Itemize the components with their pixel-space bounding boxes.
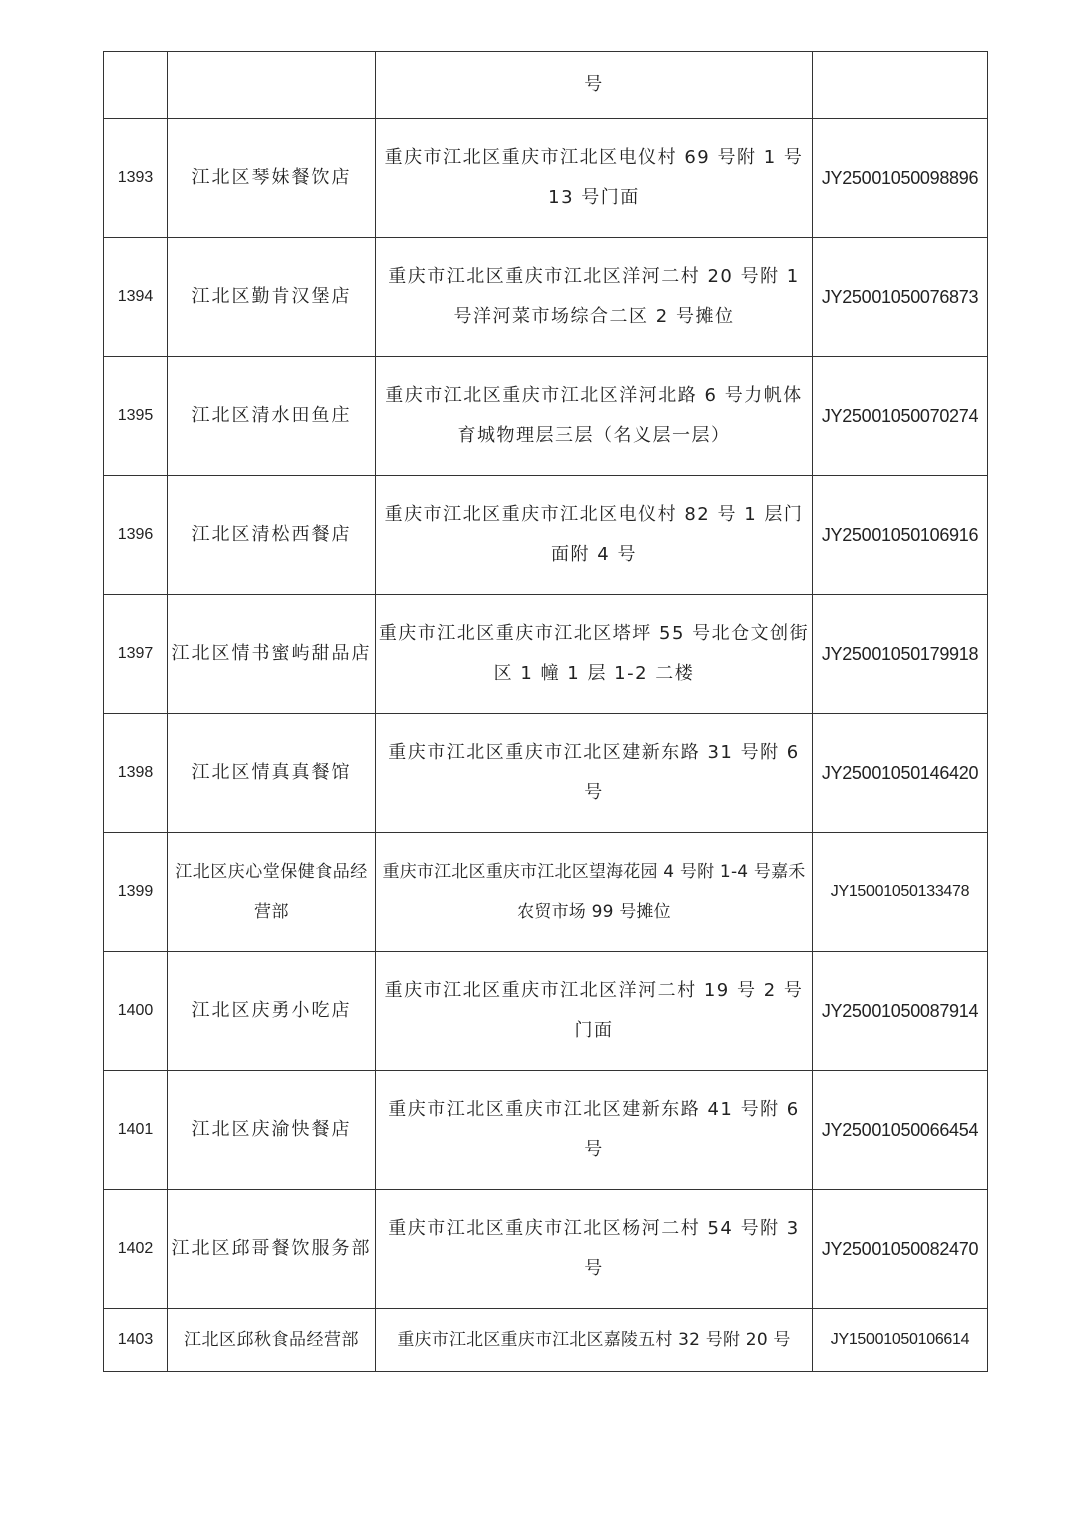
serial-cell: 1399 [104,833,168,952]
address-cell: 重庆市江北区重庆市江北区洋河北路 6 号力帆体育城物理层三层（名义层一层） [376,357,813,476]
table-row [104,238,988,357]
table-row [104,833,988,952]
table-row [104,476,988,595]
business-license-table [103,51,988,1372]
table-row-continued [104,52,988,119]
table-row [104,1190,988,1309]
license-cell [813,52,988,119]
serial-cell [104,52,168,119]
license-cell: JY15001050106614 [813,1309,988,1372]
license-cell: JY25001050179918 [813,595,988,714]
serial-cell: 1402 [104,1190,168,1309]
address-cell: 重庆市江北区重庆市江北区洋河二村 19 号 2 号门面 [376,952,813,1071]
name-cell: 江北区邱哥餐饮服务部 [168,1190,376,1309]
name-cell: 江北区庆勇小吃店 [168,952,376,1071]
serial-cell: 1396 [104,476,168,595]
serial-cell: 1398 [104,714,168,833]
address-cell: 重庆市江北区重庆市江北区望海花园 4 号附 1-4 号嘉禾农贸市场 99 号摊位 [376,833,813,952]
name-cell: 江北区勤肯汉堡店 [168,238,376,357]
address-cell: 重庆市江北区重庆市江北区电仪村 82 号 1 层门面附 4 号 [376,476,813,595]
address-cell: 重庆市江北区重庆市江北区建新东路 41 号附 6 号 [376,1071,813,1190]
table-row [104,1309,988,1372]
table-row [104,714,988,833]
address-cell: 重庆市江北区重庆市江北区嘉陵五村 32 号附 20 号 [376,1309,813,1372]
serial-cell: 1403 [104,1309,168,1372]
table-row [104,595,988,714]
license-cell: JY25001050098896 [813,119,988,238]
name-cell [168,52,376,119]
name-cell: 江北区庆渝快餐店 [168,1071,376,1190]
license-cell: JY25001050070274 [813,357,988,476]
name-cell: 江北区情真真餐馆 [168,714,376,833]
license-cell: JY25001050146420 [813,714,988,833]
serial-cell: 1393 [104,119,168,238]
table-row [104,1071,988,1190]
address-cell: 重庆市江北区重庆市江北区电仪村 69 号附 1 号 13 号门面 [376,119,813,238]
address-cell: 重庆市江北区重庆市江北区建新东路 31 号附 6 号 [376,714,813,833]
address-cell: 重庆市江北区重庆市江北区塔坪 55 号北仓文创街区 1 幢 1 层 1-2 二楼 [376,595,813,714]
license-cell: JY25001050087914 [813,952,988,1071]
table-row [104,952,988,1071]
address-cell: 重庆市江北区重庆市江北区洋河二村 20 号附 1 号洋河菜市场综合二区 2 号摊位 [376,238,813,357]
serial-cell: 1394 [104,238,168,357]
serial-cell: 1401 [104,1071,168,1190]
name-cell: 江北区庆心堂保健食品经营部 [168,833,376,952]
table-row [104,357,988,476]
license-cell: JY25001050066454 [813,1071,988,1190]
name-cell: 江北区邱秋食品经营部 [168,1309,376,1372]
name-cell: 江北区清松西餐店 [168,476,376,595]
table-row [104,119,988,238]
name-cell: 江北区清水田鱼庄 [168,357,376,476]
address-cell: 号 [376,52,813,119]
license-cell: JY25001050082470 [813,1190,988,1309]
serial-cell: 1397 [104,595,168,714]
name-cell: 江北区琴妹餐饮店 [168,119,376,238]
license-cell: JY15001050133478 [813,833,988,952]
license-cell: JY25001050076873 [813,238,988,357]
serial-cell: 1400 [104,952,168,1071]
address-cell: 重庆市江北区重庆市江北区杨河二村 54 号附 3 号 [376,1190,813,1309]
serial-cell: 1395 [104,357,168,476]
name-cell: 江北区情书蜜屿甜品店 [168,595,376,714]
license-cell: JY25001050106916 [813,476,988,595]
